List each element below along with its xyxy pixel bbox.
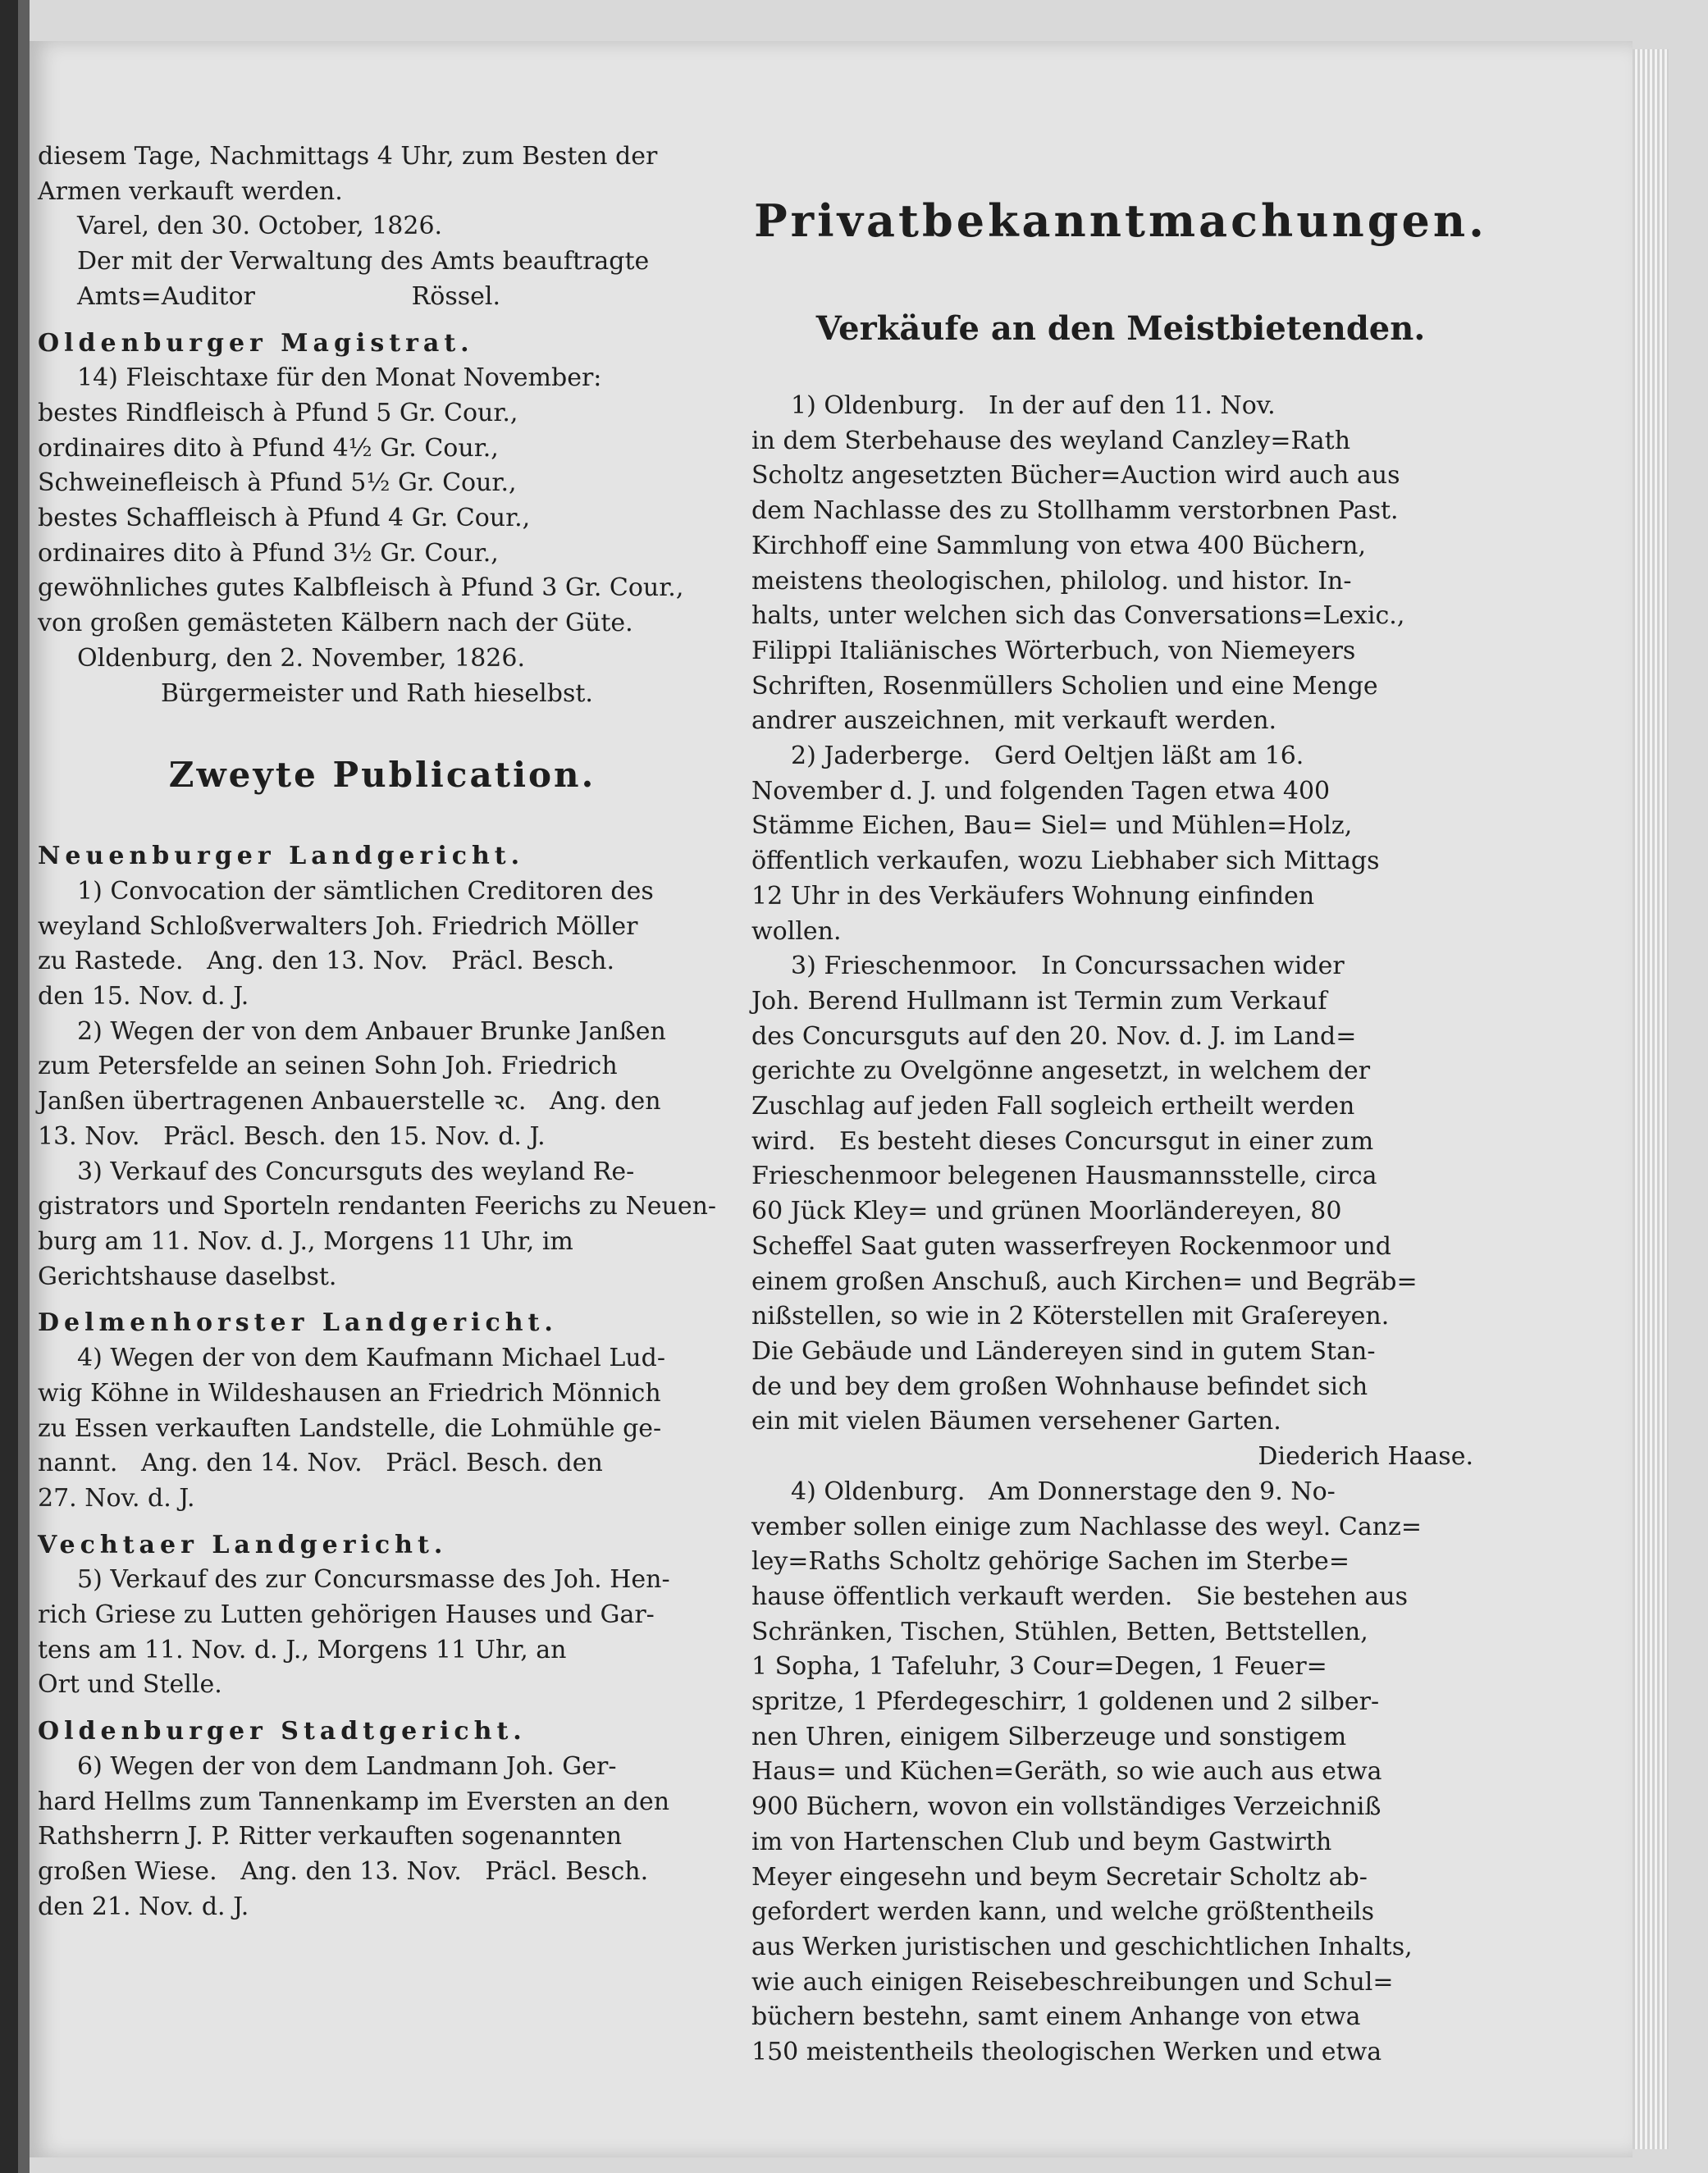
text-line: nen Uhren, einigem Silberzeuge und sonstigem [751, 1722, 1347, 1751]
text-line: 150 meistentheils theologischen Werken und etwa [751, 2038, 1382, 2067]
text-line: öffentlich verkaufen, wozu Liebhaber sich Mittags [751, 847, 1380, 876]
text-line: rich Griese zu Lutten gehörigen Hauses und Gar- [38, 1600, 655, 1630]
text-line: zu Rastede. Ang. den 13. Nov. Präcl. Besch. [38, 947, 615, 976]
section-heading: Delmenhorster Landgericht. [38, 1308, 558, 1338]
text-line: 4) Oldenburg. Am Donnerstage den 9. No- [791, 1477, 1336, 1506]
section-heading: Oldenburger Magistrat. [38, 328, 474, 358]
item-3-frieschenmoor [751, 949, 1490, 1475]
text-line: Schweinefleisch à Pfund 5½ Gr. Cour., [38, 468, 517, 498]
text-line: wig Köhne in Wildeshausen an Friedrich Mönnich [38, 1378, 661, 1408]
stadtgericht-section [38, 1714, 727, 1924]
text-line: vember sollen einige zum Nachlasse des weyl. Canz= [751, 1512, 1422, 1541]
text-line: diesem Tage, Nachmittags 4 Uhr, zum Besten der [38, 142, 658, 171]
text-line: Gerichtshause daselbst. [38, 1262, 337, 1291]
text-line: dem Nachlasse des zu Stollhamm verstorbnen Past. [751, 496, 1399, 526]
text-line: 1) Convocation der sämtlichen Creditoren des [77, 876, 654, 906]
text-line: nannt. Ang. den 14. Nov. Präcl. Besch. den [38, 1449, 603, 1478]
text-line: Meyer eingesehn und beym Secretair Scholtz ab- [751, 1862, 1368, 1892]
text-line: November d. J. und folgenden Tagen etwa 400 [751, 776, 1331, 806]
text-line: ley=Raths Scholtz gehörige Sachen im Sterbe= [751, 1547, 1350, 1577]
text-line: nißstellen, so wie in 2 Köterstellen mit Graſereyen. [751, 1302, 1390, 1331]
text-line: 5) Verkauf des zur Concursmasse des Joh. Hen- [77, 1565, 670, 1595]
text-line: hause öffentlich verkauft werden. Sie bestehen aus [751, 1582, 1409, 1611]
text-line: Armen verkauft werden. [38, 176, 343, 206]
text-line: 60 Jück Kley= und grünen Moorländereyen, 80 [751, 1197, 1342, 1226]
text-line: spritze, 1 Pferdegeschirr, 1 goldenen und 2 silber- [751, 1687, 1380, 1717]
text-line: einem großen Anschuß, auch Kirchen= und Begräb= [751, 1267, 1418, 1296]
privat-title: Privatbekanntmachungen. [754, 194, 1487, 247]
text-line: 1 Sopha, 1 Tafeluhr, 3 Cour=Degen, 1 Feuer= [751, 1652, 1327, 1682]
section-heading: Oldenburger Stadtgericht. [38, 1717, 527, 1746]
text-line: 4) Wegen der von dem Kaufmann Michael Lud- [77, 1344, 665, 1373]
text-line: 3) Frieschenmoor. In Concurssachen wider [791, 952, 1345, 981]
item-1-oldenburg [751, 389, 1490, 739]
delmenhorster-section [38, 1306, 727, 1516]
scan-dark-edge [0, 0, 18, 2173]
text-line: 12 Uhr in des Verkäufers Wohnung einfinden [751, 881, 1315, 911]
text-line: hard Hellms zum Tannenkamp im Eversten an den [38, 1787, 670, 1816]
signature-line: Bürgermeister und Rath hieselbst. [161, 678, 593, 708]
section-heading: Neuenburger Landgericht. [38, 842, 525, 871]
text-line: Joh. Berend Hullmann ist Termin zum Verkauf [751, 986, 1327, 1016]
text-line: den 15. Nov. d. J. [38, 982, 249, 1011]
text-line: Kirchhoff eine Sammlung von etwa 400 Büchern, [751, 531, 1366, 560]
text-line: zu Essen verkauften Landstelle, die Lohmühle ge- [38, 1413, 662, 1443]
text-line: Ort und Stelle. [38, 1670, 222, 1700]
date-line: Oldenburg, den 2. November, 1826. [77, 643, 526, 673]
publication-title: Zweyte Publication. [168, 755, 596, 796]
text-line: bestes Schaffleisch à Pfund 4 Gr. Cour., [38, 504, 531, 533]
text-line: 1) Oldenburg. In der auf den 11. Nov. [791, 391, 1276, 420]
text-line: Scholtz angesetzten Bücher=Auction wird auch aus [751, 461, 1400, 491]
text-line: tens am 11. Nov. d. J., Morgens 11 Uhr, an [38, 1635, 567, 1664]
text-line: 13. Nov. Präcl. Besch. den 15. Nov. d. J. [38, 1121, 546, 1151]
text-line: gerichte zu Ovelgönne angesetzt, in welchem der [751, 1057, 1371, 1086]
text-line: wird. Es besteht dieses Concursgut in einer zum [751, 1126, 1374, 1156]
text-line: gistrators und Sporteln rendanten Feerichs zu Neuen- [38, 1192, 717, 1221]
text-line: Zuschlag auf jeden Fall sogleich ertheilt werden [751, 1092, 1355, 1121]
text-line: weyland Schloßverwalters Joh. Friedrich Möller [38, 911, 638, 941]
text-line: Schränken, Tischen, Stühlen, Betten, Bettstellen, [751, 1617, 1368, 1646]
text-line: Haus= und Küchen=Geräth, so wie auch aus etwa [751, 1757, 1382, 1787]
text-line: Scheffel Saat guten wasserfreyen Rockenmoor und [751, 1231, 1391, 1261]
newspaper-page [30, 41, 1633, 2157]
left-column [38, 139, 727, 1924]
text-line: 27. Nov. d. J. [38, 1483, 195, 1513]
text-line: wie auch einigen Reisebeschreibungen und Schul= [751, 1967, 1394, 1997]
text-line: ordinaires dito à Pfund 3½ Gr. Cour., [38, 538, 499, 568]
text-line: andrer auszeichnen, mit verkauft werden. [751, 706, 1277, 736]
text-line: den 21. Nov. d. J. [38, 1892, 249, 1921]
text-line: Filippi Italiänisches Wörterbuch, von Niemeyers [751, 636, 1356, 665]
text-line: ordinaires dito à Pfund 4½ Gr. Cour., [38, 433, 499, 463]
right-column [751, 139, 1490, 2070]
text-line: büchern bestehn, samt einem Anhange von etwa [751, 2002, 1361, 2032]
text-line: Die Gebäude und Ländereyen sind in gutem Stan- [751, 1336, 1376, 1366]
magistrat-section [38, 326, 727, 712]
text-line: Schriften, Rosenmüllers Scholien und eine Menge [751, 671, 1378, 701]
text-line: 6) Wegen der von dem Landmann Joh. Ger- [77, 1751, 617, 1781]
text-line: Stämme Eichen, Bau= Siel= und Mühlen=Holz, [751, 811, 1353, 841]
text-line: Frieschenmoor belegenen Hausmannsstelle, circa [751, 1162, 1377, 1191]
text-line: gewöhnliches gutes Kalbfleisch à Pfund 3 Gr. Cour., [38, 573, 684, 603]
text-line: gefordert werden kann, und welche größtentheils [751, 1897, 1375, 1927]
official-line: Der mit der Verwaltung des Amts beauftragte [77, 247, 650, 276]
text-line: halts, unter welchen sich das Conversations=Lexic., [751, 601, 1405, 631]
date-line: Varel, den 30. October, 1826. [77, 212, 443, 241]
signature-line: Amts=Auditor Rössel. [77, 281, 500, 311]
text-line: ein mit vielen Bäumen versehener Garten. [751, 1407, 1281, 1436]
text-line: 3) Verkauf des Concursguts des weyland Re- [77, 1157, 635, 1186]
text-line: 2) Wegen der von dem Anbauer Brunke Janßen [77, 1016, 666, 1046]
text-line: Rathsherrn J. P. Ritter verkauften sogenannten [38, 1822, 623, 1851]
section-heading: Vechtaer Landgericht. [38, 1530, 448, 1559]
vechtaer-section [38, 1528, 727, 1704]
text-line: Janßen übertragenen Anbauerstelle ꝛc. Ang. den [38, 1087, 661, 1116]
text-line: meistens theologischen, philolog. und histor. In- [751, 566, 1352, 596]
text-line: in dem Sterbehause des weyland Canzley=Rath [751, 426, 1351, 455]
text-line: des Concursguts auf den 20. Nov. d. J. im Land= [751, 1021, 1357, 1051]
text-line: 900 Büchern, wovon ein vollständiges Verzeichniß [751, 1792, 1381, 1822]
text-line: aus Werken juristischen und geschichtlichen Inhalts, [751, 1932, 1413, 1961]
text-line: burg am 11. Nov. d. J., Morgens 11 Uhr, im [38, 1226, 573, 1256]
text-line: bestes Rindfleisch à Pfund 5 Gr. Cour., [38, 398, 518, 427]
signature-line: Diederich Haase. [1258, 1442, 1473, 1472]
neuenburger-section [38, 839, 727, 1294]
sales-subtitle: Verkäufe an den Meistbietenden. [815, 309, 1426, 348]
scan-binding-strip [18, 0, 30, 2173]
text-line: großen Wiese. Ang. den 13. Nov. Präcl. Besch. [38, 1856, 649, 1886]
text-line: zum Petersfelde an seinen Sohn Joh. Friedrich [38, 1052, 618, 1081]
text-line: wollen. [751, 916, 842, 946]
text-line: 2) Jaderberge. Gerd Oeltjen läßt am 16. [791, 742, 1304, 771]
text-line: von großen gemästeten Kälbern nach der Güte. [38, 609, 633, 638]
text-line: de und bey dem großen Wohnhause befindet sich [751, 1372, 1368, 1401]
item-2-jaderberge [751, 739, 1490, 949]
text-line: 14) Fleischtaxe für den Monat November: [77, 363, 602, 393]
item-4-oldenburg [751, 1475, 1490, 2070]
left-top-block [38, 139, 727, 315]
text-line: im von Hartenschen Club und beym Gastwirth [751, 1827, 1332, 1856]
